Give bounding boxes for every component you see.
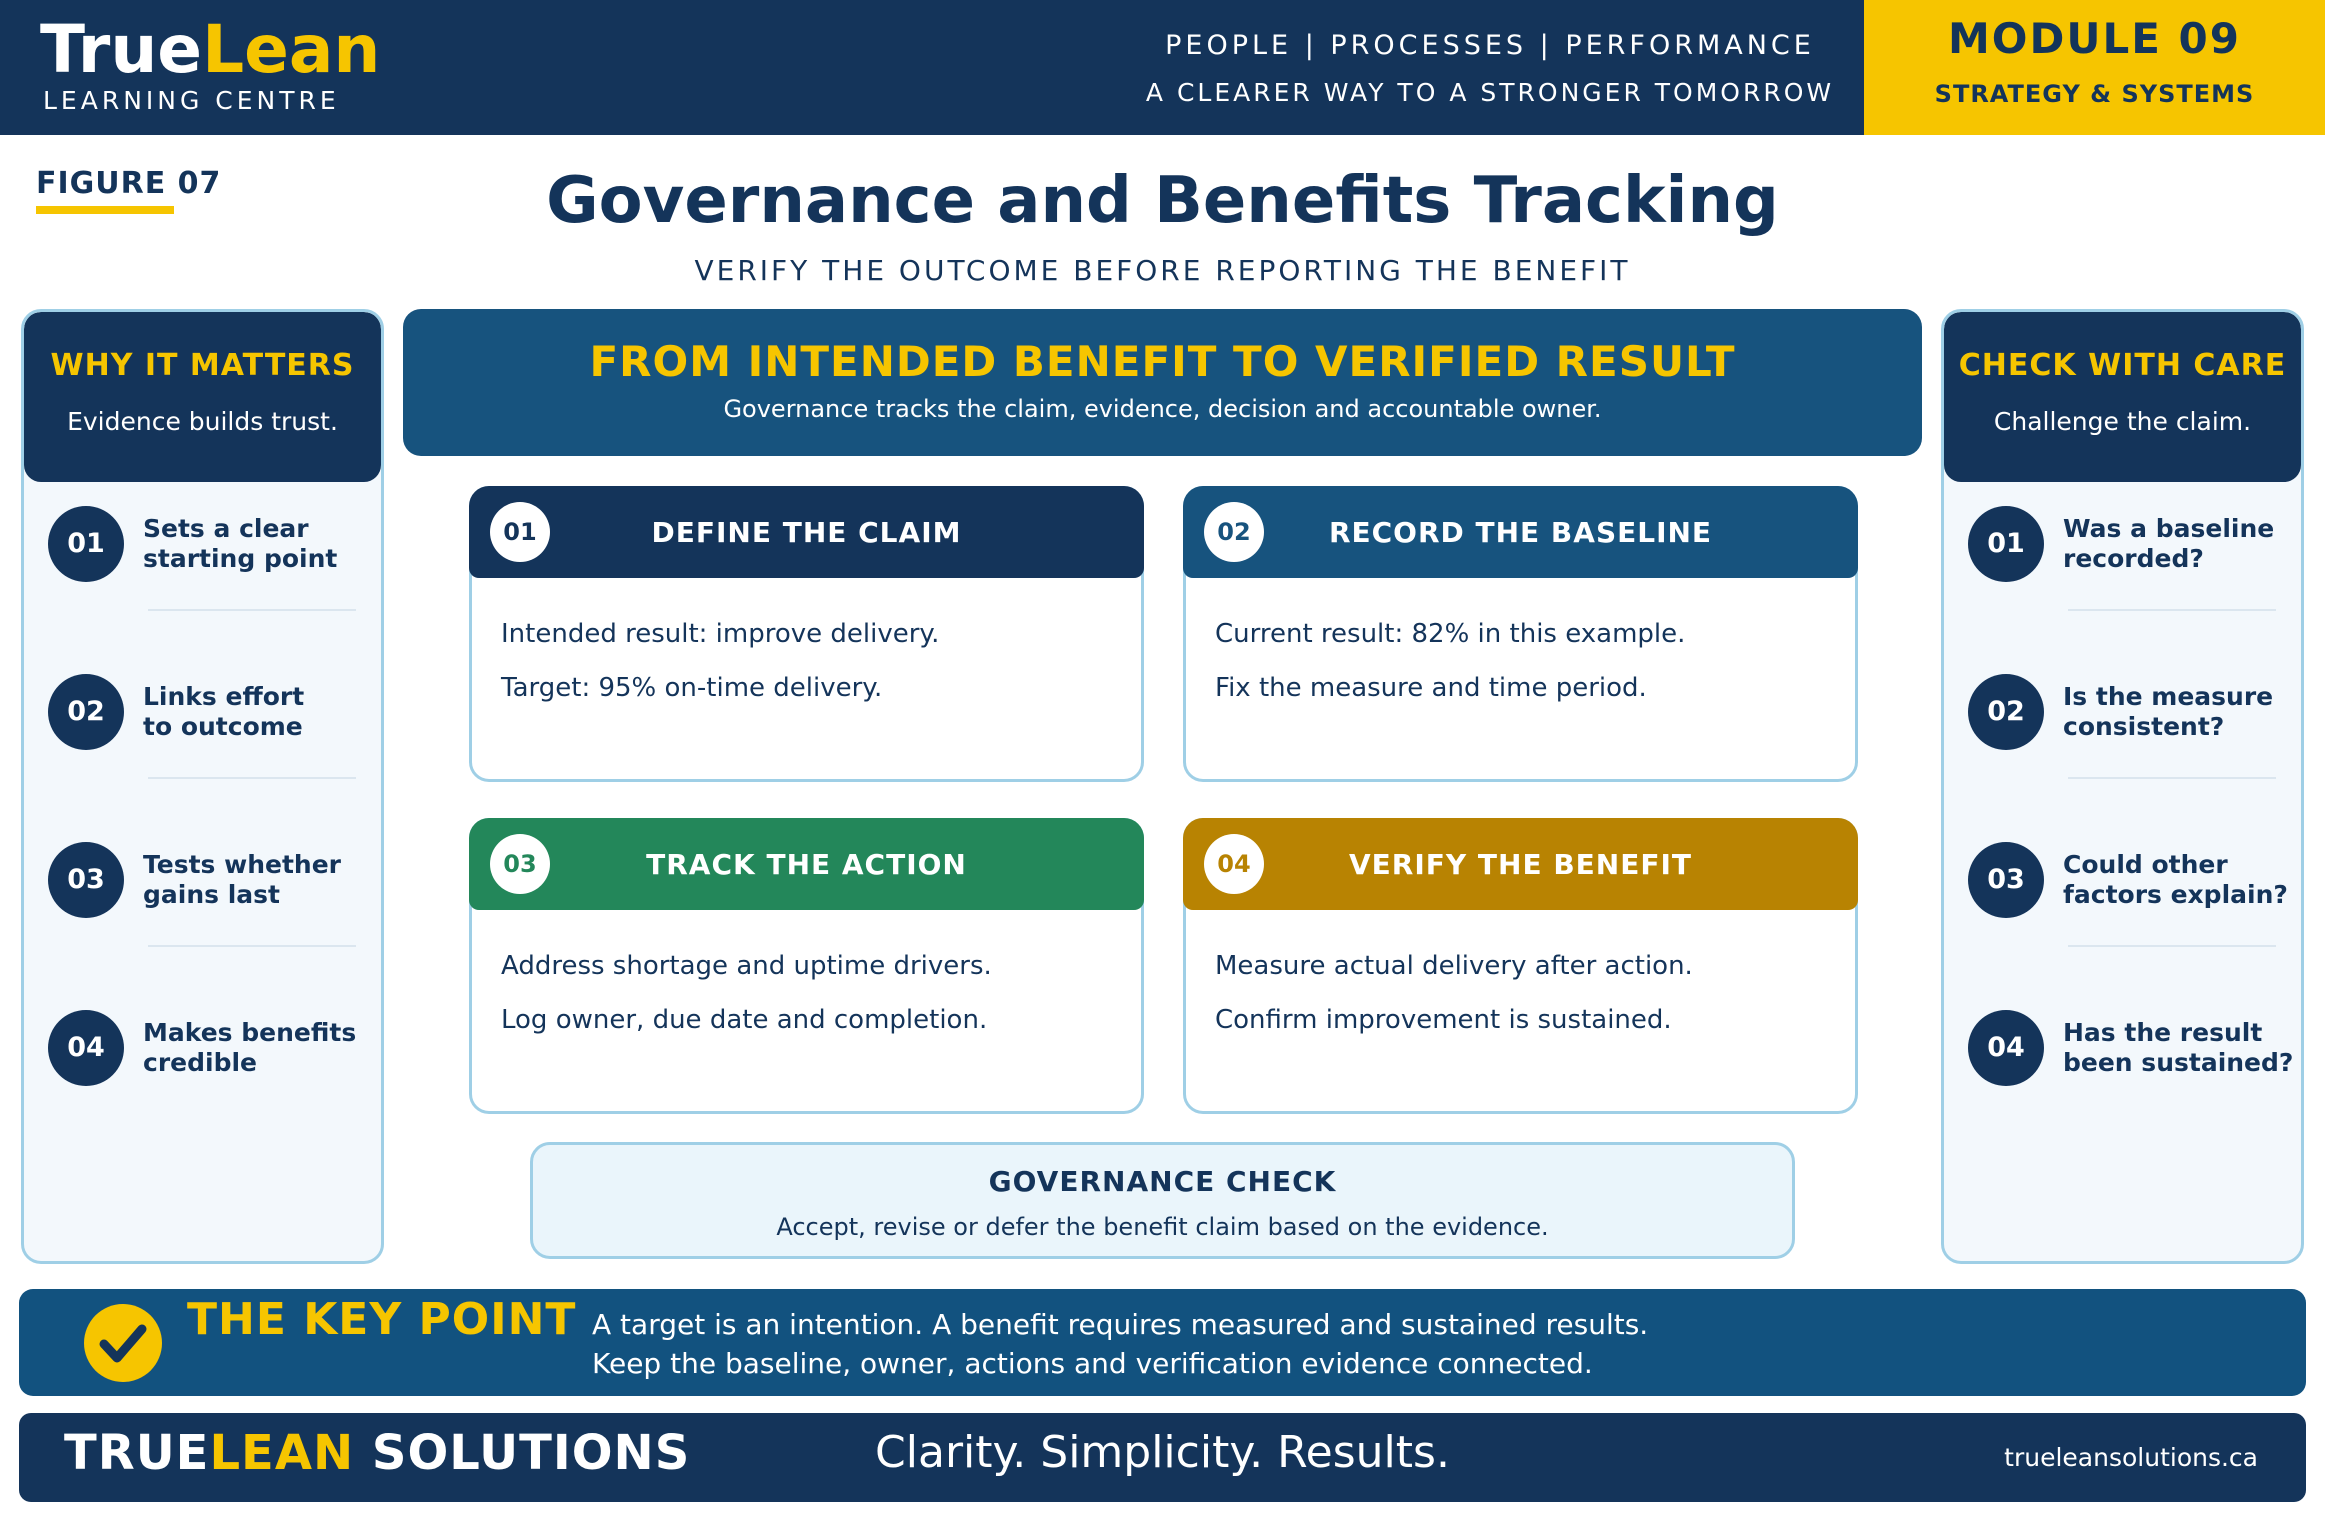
footer-brand-lean: LEAN (209, 1425, 355, 1481)
why-it-matters-panel (21, 309, 384, 1264)
panel-subheading: Challenge the claim. (1993, 407, 2252, 436)
item-text-line: recorded? (2063, 544, 2204, 573)
step-title: TRACK THE ACTION (646, 848, 967, 881)
panel-header (1944, 312, 2301, 482)
item-number: 02 (1968, 674, 2044, 750)
module-number: MODULE 09 (1948, 14, 2241, 63)
item-text-line: been sustained? (2063, 1048, 2294, 1077)
item-number: 03 (48, 842, 124, 918)
page-title: Governance and Benefits Tracking (546, 164, 1779, 238)
item-number: 02 (48, 674, 124, 750)
list-item (1944, 674, 2301, 842)
step-number: 01 (490, 502, 550, 562)
step-card-record-baseline (1183, 486, 1858, 782)
checkmark-circle-icon (84, 1304, 162, 1382)
item-text-line: Tests whether (143, 850, 341, 879)
banner-subheading: Governance tracks the claim, evidence, decision and accountable owner. (723, 395, 1602, 423)
item-text-line: Links effort (143, 682, 305, 711)
banner-heading: FROM INTENDED BENEFIT TO VERIFIED RESULT (589, 337, 1736, 386)
panel-heading: CHECK WITH CARE (1958, 348, 2287, 383)
item-text (2063, 850, 2298, 910)
page-subtitle: VERIFY THE OUTCOME BEFORE REPORTING THE BENEFIT (694, 254, 1631, 287)
divider (148, 609, 356, 611)
item-text (143, 850, 378, 910)
check-with-care-panel (1941, 309, 2304, 1264)
divider (2068, 945, 2276, 947)
item-text-line: Was a baseline (2063, 514, 2275, 543)
header-tagline-primary: PEOPLE | PROCESSES | PERFORMANCE (1165, 30, 1815, 61)
governance-text: Accept, revise or defer the benefit claim based on the evidence. (776, 1213, 1549, 1241)
figure-label: FIGURE 07 (36, 166, 222, 201)
item-text (2063, 1018, 2298, 1078)
step-number: 03 (490, 834, 550, 894)
item-number: 04 (1968, 1010, 2044, 1086)
list-item (1944, 506, 2301, 674)
key-point-bar (19, 1289, 2306, 1396)
key-point-heading: THE KEY POINT (187, 1294, 577, 1345)
step-card-define-claim (469, 486, 1144, 782)
list-item (1944, 1010, 2301, 1178)
list-item (1944, 842, 2301, 1010)
module-badge (1864, 0, 2325, 135)
item-number: 01 (48, 506, 124, 582)
divider (2068, 609, 2276, 611)
footer-website-link[interactable]: trueleansolutions.ca (2004, 1443, 2258, 1472)
key-point-line: A target is an intention. A benefit requires measured and sustained results. (592, 1308, 1649, 1341)
divider (148, 945, 356, 947)
panel-heading: WHY IT MATTERS (50, 348, 355, 383)
step-detail: Intended result: improve delivery. (501, 619, 940, 649)
step-title: RECORD THE BASELINE (1328, 516, 1713, 549)
step-detail: Current result: 82% in this example. (1215, 619, 1686, 649)
step-detail: Log owner, due date and completion. (501, 1005, 988, 1035)
module-subtitle: STRATEGY & SYSTEMS (1934, 80, 2255, 108)
item-text (2063, 682, 2298, 742)
item-text-line: Makes benefits (143, 1018, 357, 1047)
item-text-line: factors explain? (2063, 880, 2288, 909)
step-number: 04 (1204, 834, 1264, 894)
item-text-line: Is the measure (2063, 682, 2274, 711)
item-number: 01 (1968, 506, 2044, 582)
card-header (1183, 818, 1858, 910)
item-text-line: gains last (143, 880, 280, 909)
list-item (24, 842, 381, 1010)
card-header (469, 486, 1144, 578)
card-header (1183, 486, 1858, 578)
step-detail: Target: 95% on-time delivery. (501, 673, 883, 703)
step-card-track-action (469, 818, 1144, 1114)
item-text-line: Sets a clear (143, 514, 309, 543)
item-text-line: credible (143, 1048, 257, 1077)
key-point-line: Keep the baseline, owner, actions and verification evidence connected. (592, 1347, 1593, 1380)
list-item (24, 1010, 381, 1178)
process-banner (403, 309, 1922, 456)
panel-header (24, 312, 381, 482)
card-header (469, 818, 1144, 910)
item-text (143, 682, 378, 742)
item-text-line: to outcome (143, 712, 303, 741)
brand-logo (40, 12, 380, 88)
list-item (24, 506, 381, 674)
item-number: 04 (48, 1010, 124, 1086)
header-tagline-secondary: A CLEARER WAY TO A STRONGER TOMORROW (1145, 78, 1835, 107)
step-detail: Address shortage and uptime drivers. (501, 951, 992, 981)
step-title: VERIFY THE BENEFIT (1348, 848, 1692, 881)
footer-brand-solutions: SOLUTIONS (354, 1425, 691, 1481)
item-text-line: Could other (2063, 850, 2228, 879)
list-item (24, 674, 381, 842)
item-text (143, 1018, 378, 1078)
footer-tagline: Clarity. Simplicity. Results. (875, 1427, 1450, 1478)
item-text (143, 514, 378, 574)
checkmark-icon (84, 1304, 162, 1382)
footer-brand-true: TRUE (64, 1425, 210, 1481)
item-text-line: consistent? (2063, 712, 2225, 741)
item-text (2063, 514, 2298, 574)
step-title: DEFINE THE CLAIM (651, 516, 962, 549)
divider (2068, 777, 2276, 779)
panel-subheading: Evidence builds trust. (67, 407, 338, 436)
brand-logo-lean: Lean (202, 11, 381, 88)
step-detail: Measure actual delivery after action. (1215, 951, 1693, 981)
item-number: 03 (1968, 842, 2044, 918)
step-card-verify-benefit (1183, 818, 1858, 1114)
step-number: 02 (1204, 502, 1264, 562)
divider (148, 777, 356, 779)
item-text-line: starting point (143, 544, 338, 573)
governance-check-box (530, 1142, 1795, 1259)
brand-logo-true: True (40, 11, 203, 88)
item-text-line: Has the result (2063, 1018, 2263, 1047)
footer-bar (19, 1413, 2306, 1502)
step-detail: Fix the measure and time period. (1215, 673, 1647, 703)
governance-heading: GOVERNANCE CHECK (988, 1165, 1337, 1198)
brand-subtitle: LEARNING CENTRE (43, 86, 340, 115)
step-detail: Confirm improvement is sustained. (1215, 1005, 1672, 1035)
